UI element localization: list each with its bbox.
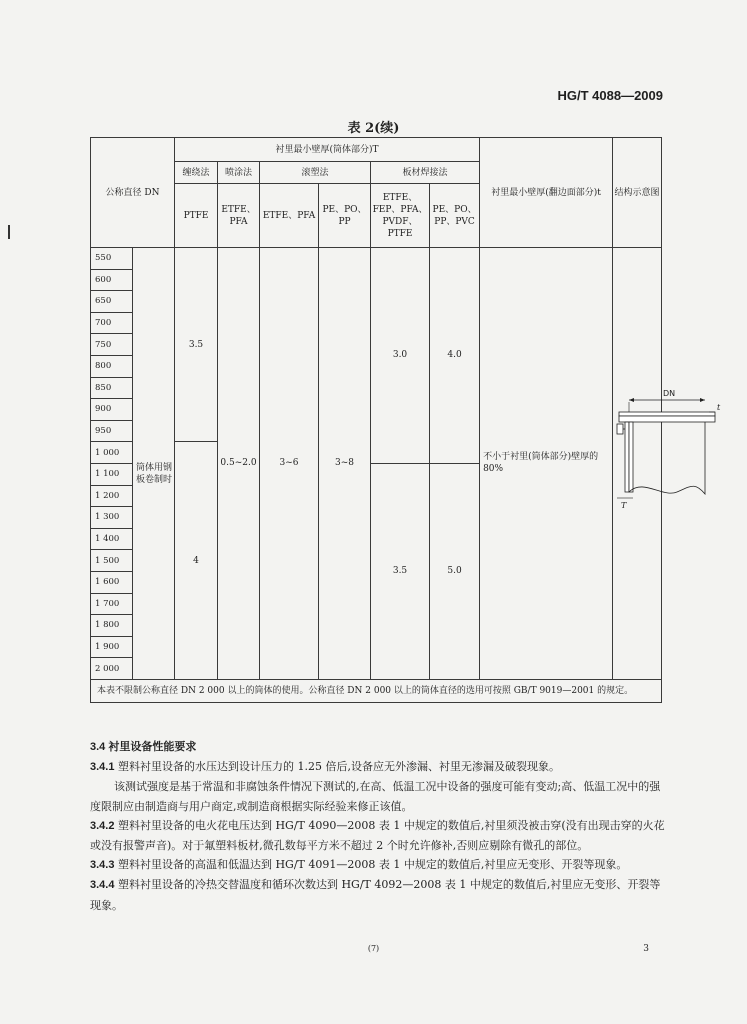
- dn-cell: 800: [91, 355, 133, 377]
- material-rot-etfe: ETFE、PFA: [260, 184, 319, 248]
- dn-cell: 700: [91, 312, 133, 334]
- structure-diagram-cell: [613, 248, 721, 680]
- clause-3-4-2: [90, 816, 665, 855]
- value-sheet-pe-upper: 4.0: [430, 248, 480, 464]
- dn-cell: 1 900: [91, 636, 133, 658]
- dn-cell: 550: [91, 248, 133, 270]
- value-ptfe-lower: 4: [175, 442, 218, 680]
- clause-3-4-4: [90, 875, 665, 914]
- dn-cell: 900: [91, 399, 133, 421]
- value-spray: 0.5~2.0: [218, 248, 260, 680]
- header-spraying: 喷涂法: [218, 162, 260, 184]
- value-rot-pe: 3~8: [319, 248, 371, 680]
- dn-cell: 950: [91, 420, 133, 442]
- winding-note: 筒体用钢板卷制时: [133, 442, 175, 507]
- clause-text: 塑料衬里设备的冷热交替温度和循环次数达到 HG/T 4092—2008 表 1 中规定的数值后,衬里应无变形、开裂等现象。: [90, 878, 661, 912]
- lining-thickness-table: [90, 137, 721, 703]
- clause-text: 塑料衬里设备的高温和低温达到 HG/T 4091—2008 表 1 中规定的数值后,衬里应无变形、开裂等现象。: [117, 858, 628, 872]
- t-big-label: T: [621, 501, 627, 511]
- clause-3-4-1-note: 该测试强度是基于常温和非腐蚀条件情况下测试的,在高、低温工况中设备的强度可能有变动;高、低温工况中的强度限制应由制造商与用户商定,或制造商根据实际经验来修正该值。: [90, 780, 661, 813]
- material-sheet-pe: PE、PO、PP、PVC: [430, 184, 480, 248]
- material-spray: ETFE、PFA: [218, 184, 260, 248]
- dn-label: DN: [663, 389, 676, 399]
- value-sheet-fluoro-upper: 3.0: [371, 248, 430, 464]
- clause-3-4-3: [90, 855, 665, 875]
- winding-blank-lower: [133, 507, 175, 680]
- table-title: 表 2(续): [347, 121, 400, 136]
- flange-thickness-value: 不小于衬里(筒体部分)壁厚的80%: [480, 248, 613, 680]
- clause-number: 3.4.3: [90, 859, 115, 872]
- clause-number: 3.4.4: [90, 879, 115, 892]
- dn-cell: 1 600: [91, 571, 133, 593]
- value-sheet-pe-lower: 5.0: [430, 463, 480, 679]
- clause-text: 塑料衬里设备的水压达到设计压力的 1.25 倍后,设备应无外渗漏、衬里无渗漏及破裂现象。: [117, 760, 560, 774]
- dn-cell: 1 300: [91, 507, 133, 529]
- header-flange-thickness: 衬里最小壁厚(翻边面部分)t: [480, 138, 613, 248]
- header-winding: 缠绕法: [175, 162, 218, 184]
- dn-cell: 1 800: [91, 615, 133, 637]
- section-3-4: [90, 738, 665, 915]
- dn-cell: 600: [91, 269, 133, 291]
- dn-cell: 1 200: [91, 485, 133, 507]
- dn-cell: 650: [91, 291, 133, 313]
- header-rotational: 滚塑法: [260, 162, 371, 184]
- standard-number: HG/T 4088—2009: [557, 88, 663, 103]
- dn-cell: 1 500: [91, 550, 133, 572]
- dn-cell: 850: [91, 377, 133, 399]
- footer-center: (7): [367, 944, 380, 953]
- winding-blank: [133, 248, 175, 442]
- section-heading: 3.4 衬里设备性能要求: [90, 741, 197, 753]
- clause-number: 3.4.1: [90, 761, 115, 774]
- clause-text: 塑料衬里设备的电火花电压达到 HG/T 4090—2008 表 1 中规定的数值后,衬里须没被击穿(没有出现击穿的火花或没有报警声音)。对于氟塑料板材,微孔数每平方米不超过 2 个时允许修补,否则应剔除有微孔的部位。: [90, 818, 665, 853]
- value-rot-etfe: 3~6: [260, 248, 319, 680]
- header-diagram: 结构示意图: [613, 138, 662, 248]
- dn-cell: 1 000: [91, 442, 133, 464]
- lining-structure-diagram: [613, 386, 723, 536]
- scan-edge-mark: [8, 225, 10, 239]
- t-small-label: t: [717, 403, 721, 413]
- table-note: 本表不限制公称直径 DN 2 000 以上的筒体的使用。公称直径 DN 2 000 以上的筒体直径的选用可按照 GB/T 9019—2001 的规定。: [91, 679, 662, 702]
- dn-cell: 2 000: [91, 658, 133, 680]
- dn-cell: 1 100: [91, 463, 133, 485]
- page-number: 3: [643, 944, 649, 954]
- header-sheet-welding: 板材焊接法: [371, 162, 480, 184]
- spec-table-wrapper: [90, 137, 721, 703]
- material-sheet-fluoro: ETFE、FEP、PFA、PVDF、PTFE: [371, 184, 430, 248]
- dn-cell: 1 700: [91, 593, 133, 615]
- header-dn: 公称直径 DN: [91, 138, 175, 248]
- dn-cell: 1 400: [91, 528, 133, 550]
- header-min-thickness: 衬里最小壁厚(筒体部分)T: [175, 138, 480, 162]
- clause-number: 3.4.2: [90, 819, 115, 832]
- material-ptfe: PTFE: [175, 184, 218, 248]
- value-sheet-fluoro-lower: 3.5: [371, 463, 430, 679]
- material-rot-pe: PE、PO、PP: [319, 184, 371, 248]
- dn-cell: 750: [91, 334, 133, 356]
- clause-3-4-1: [90, 757, 665, 777]
- value-ptfe-upper: 3.5: [175, 248, 218, 442]
